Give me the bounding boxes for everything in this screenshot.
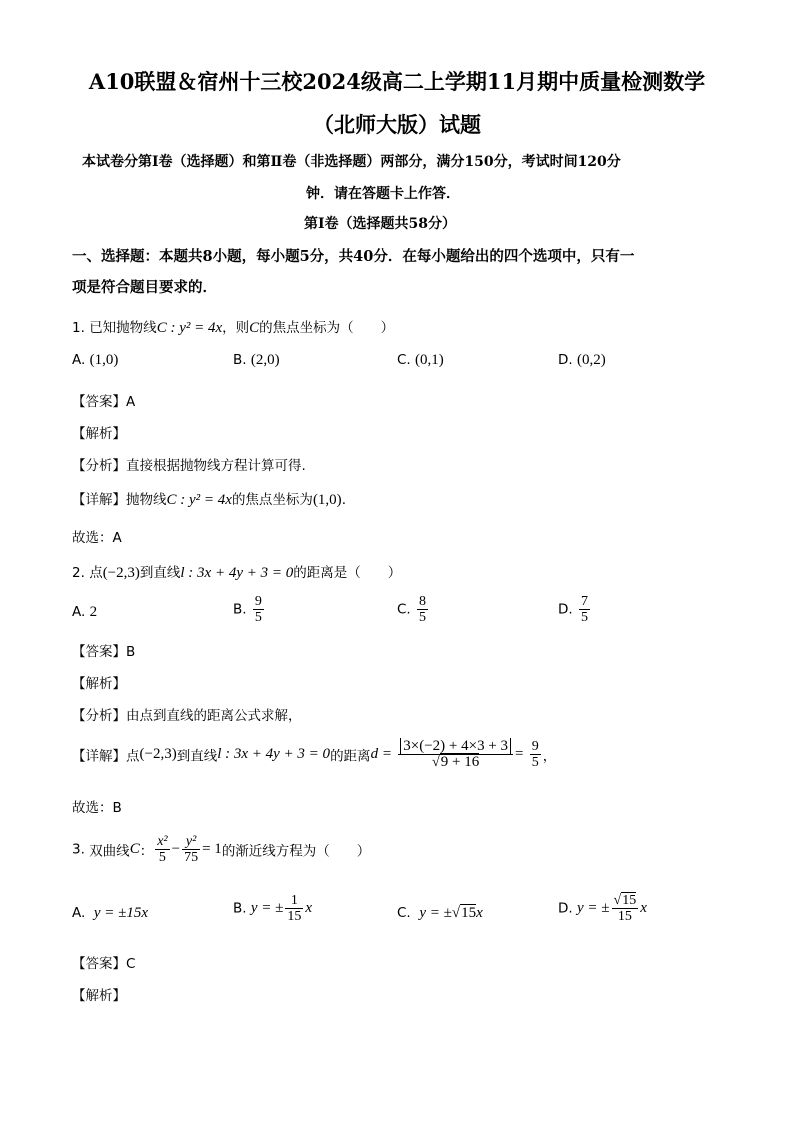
exam-title-line1: A10联盟＆宿州十三校2024级高二上学期11月期中质量检测数学	[88, 69, 706, 94]
q1-fenxi: 【分析】直接根据抛物线方程计算可得.	[72, 458, 306, 474]
q2-stem: 2. 点(−2,3)到直线l : 3x + 4y + 3 = 0的距离是（ ）	[72, 565, 402, 581]
q2-option-b: B. $\frac{9}{5}$	[233, 594, 262, 625]
q3-option-b: B. y = ± $\frac{1}{15}$ x	[233, 893, 313, 924]
q2-choose: 故选：B	[72, 800, 122, 816]
intro-line2: 钟．请在答题卡上作答．	[306, 186, 460, 202]
q1-choose: 故选：A	[72, 530, 122, 546]
q1-stem	[72, 316, 394, 337]
q1-text-a: 已知抛物线	[89, 320, 157, 336]
q2-fenxi: 【分析】由点到直线的距离公式求解，	[72, 708, 302, 724]
q1-c: C	[249, 320, 260, 336]
q1-option-a: A. (1,0)	[72, 352, 119, 368]
q2-option-d: D. $\frac{7}{5}$	[558, 594, 588, 625]
q3-option-c: C. y = ±√15x	[397, 905, 483, 921]
q1-expr: C : y² = 4x	[156, 320, 223, 336]
q3-answer: 【答案】C	[72, 956, 136, 972]
q2-option-a: A. 2	[72, 604, 98, 620]
q2-analysis-label: 【解析】	[72, 676, 126, 692]
q2-answer: 【答案】B	[72, 644, 136, 660]
q1-option-c: C. (0,1)	[397, 352, 444, 368]
q1-option-d: D. (0,2)	[558, 352, 606, 368]
section1-line1: 一、选择题：本题共8小题，每小题5分，共40分．在每小题给出的四个选项中，只有一	[72, 248, 635, 265]
q1-answer: 【答案】A	[72, 394, 136, 410]
q1-text-c: 的焦点坐标为（ ）	[259, 320, 395, 336]
section1-line2: 项是符合题目要求的．	[72, 279, 217, 296]
q2-detail: 【详解】点(−2,3)到直线l : 3x + 4y + 3 = 0的距离d = $\frac{3\times(-2) + 4\times 3 + 3}{√9 + 16}$ = $\frac{9}{5}$ ，	[72, 738, 557, 770]
q1-number: 1.	[72, 320, 85, 336]
q3-stem: 3. 双曲线C： $\frac{\text{x²}}{5}$ − $\frac{\text{y²}}{75}$ = 1的渐近线方程为（ ）	[72, 834, 371, 865]
q3-analysis-label: 【解析】	[72, 988, 126, 1004]
q1-detail: 【详解】抛物线C : y² = 4x的焦点坐标为(1,0).	[72, 492, 346, 508]
q2-option-c: C. $\frac{8}{5}$	[397, 594, 427, 625]
q1-text-b: ，则	[222, 320, 250, 336]
intro-line1: 本试卷分第Ⅰ卷（选择题）和第Ⅱ卷（非选择题）两部分，满分150分，考试时间120分	[82, 154, 621, 170]
part1-heading: 第Ⅰ卷（选择题共58分）	[304, 216, 457, 232]
q3-option-a: A. y = ±15x	[72, 905, 149, 921]
q3-option-d: D. y = ± $\frac{√15}{15}$ x	[558, 893, 647, 924]
q1-analysis-label: 【解析】	[72, 426, 126, 442]
q1-option-b: B. (2,0)	[233, 352, 280, 368]
exam-title-line2: （北师大版）试题	[313, 112, 481, 137]
